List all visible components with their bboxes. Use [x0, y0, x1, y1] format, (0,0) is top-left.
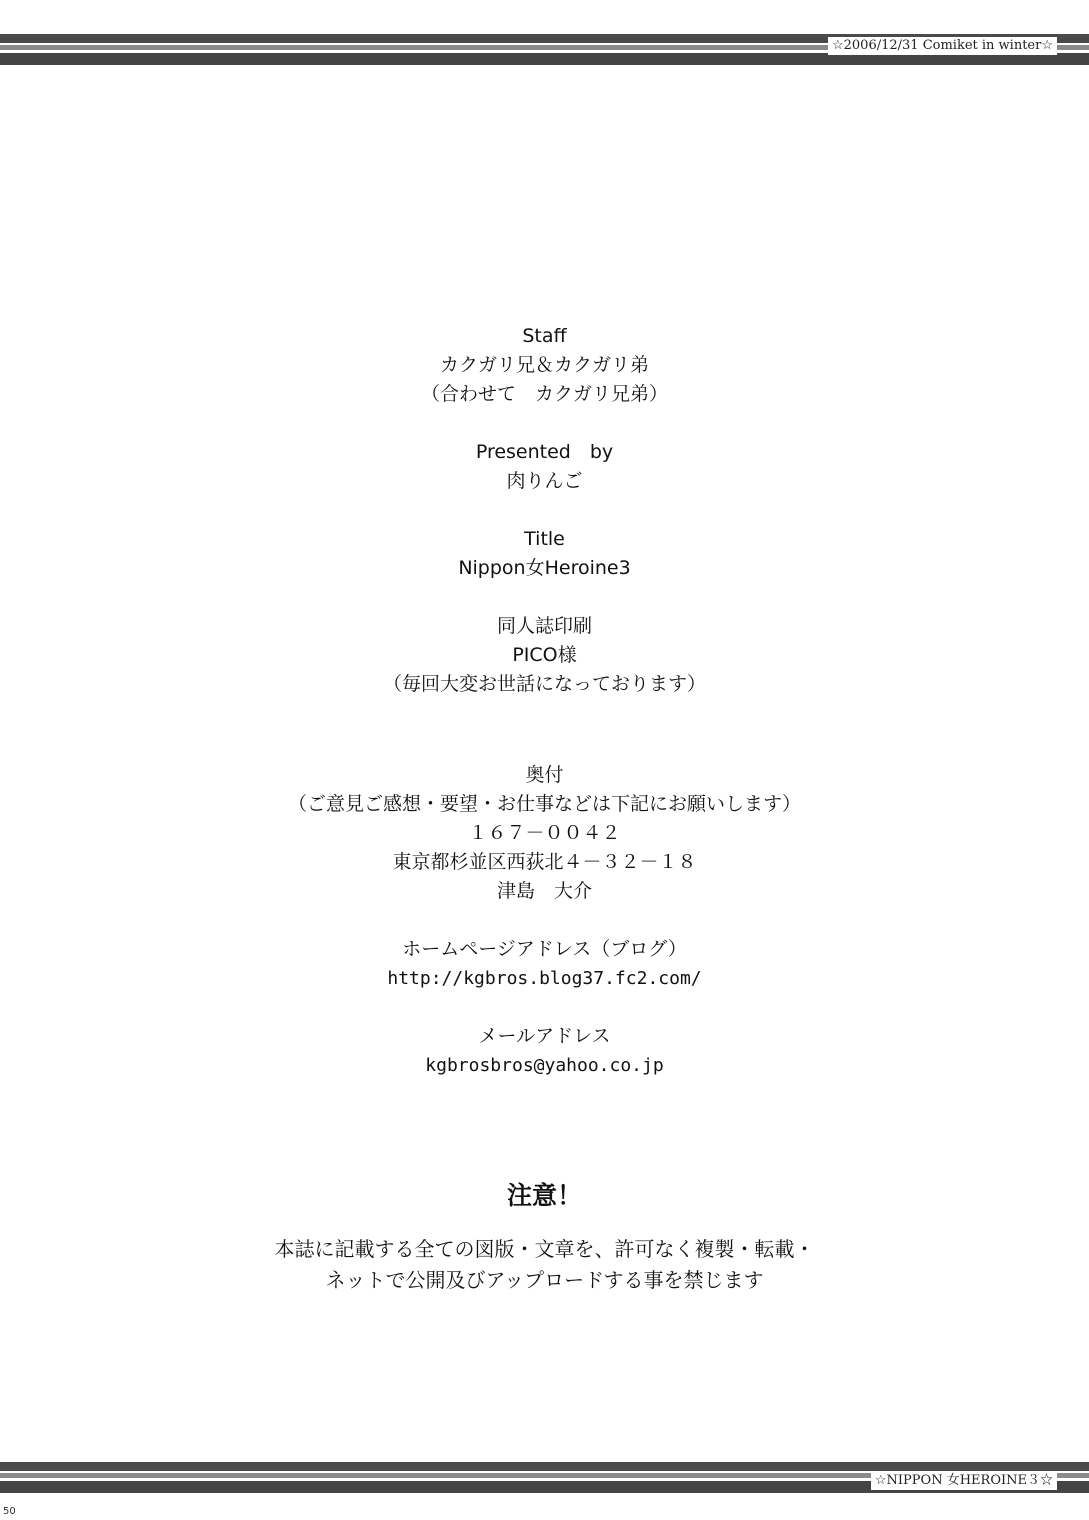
staff-names: カクガリ兄＆カクガリ弟	[439, 354, 649, 376]
book-title: ☆NIPPON 女HEROINE３☆	[871, 1472, 1057, 1490]
email-address[interactable]: kgbrosbros@yahoo.co.jp	[425, 1055, 664, 1076]
staff-heading: Staff	[522, 325, 567, 347]
printer-name: PICO様	[512, 644, 577, 666]
postal-code: １６７－００４２	[468, 822, 621, 844]
homepage-label: ホームページアドレス（ブログ）	[402, 938, 687, 960]
header-band	[0, 34, 1089, 66]
credits-block	[0, 322, 1089, 1080]
notice-line-1: 本誌に記載する全ての図版・文章を、許可なく複製・転載・	[274, 1237, 815, 1261]
footer-band	[0, 1462, 1089, 1494]
notice-title: 注意！	[506, 1181, 582, 1210]
notice-line-2: ネットで公開及びアップロードする事を禁じます	[325, 1268, 764, 1292]
footer-stripe-dark	[0, 1462, 1089, 1471]
email-label: メールアドレス	[478, 1025, 611, 1047]
page-number: 50	[3, 1506, 16, 1517]
homepage-url[interactable]: http://kgbros.blog37.fc2.com/	[387, 968, 702, 989]
notice-block	[0, 1176, 1089, 1296]
contact-name: 津島 大介	[496, 880, 592, 902]
staff-note: （合わせて カクガリ兄弟）	[420, 383, 668, 405]
printer-note: （毎回大変お世話になっております）	[382, 673, 706, 695]
address: 東京都杉並区西荻北４－３２－１８	[392, 851, 697, 873]
circle-name: 肉りんご	[506, 470, 583, 492]
colophon-note: （ご意見ご感想・要望・お仕事などは下記にお願いします）	[287, 793, 801, 815]
presented-heading: Presented by	[475, 441, 614, 463]
colophon-heading: 奥付	[525, 764, 564, 786]
event-note: ☆2006/12/31 Comiket in winter☆	[828, 37, 1057, 55]
printer-heading: 同人誌印刷	[496, 615, 592, 637]
title-heading: Title	[524, 528, 565, 550]
title-value: Nippon女Heroine3	[458, 557, 631, 579]
